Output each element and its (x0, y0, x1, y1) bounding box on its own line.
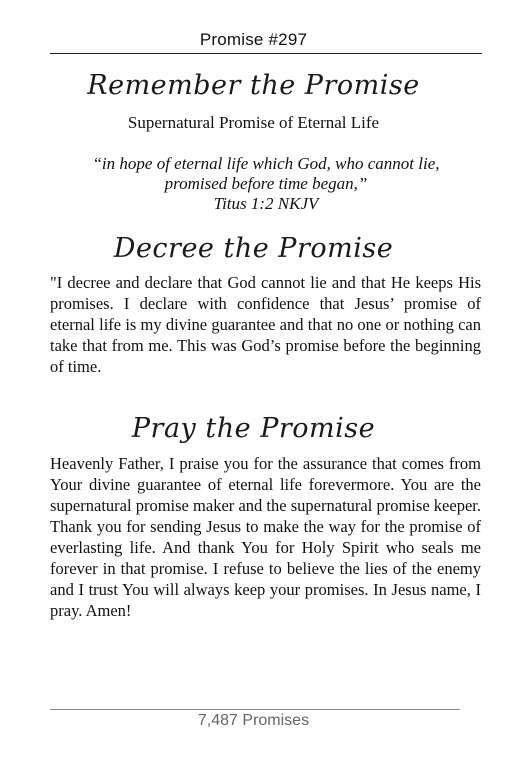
verse-reference: Titus 1:2 NKJV (213, 194, 319, 213)
remember-heading: Remember the Promise (87, 70, 420, 101)
promise-count: 7,487 Promises (197, 712, 310, 729)
decree-heading: Decree the Promise (113, 233, 394, 264)
promise-subtitle: Supernatural Promise of Eternal Life (127, 113, 380, 132)
verse-line-1: “in hope of eternal life which God, who cannot lie, (92, 154, 440, 173)
scripture-verse (50, 154, 482, 214)
prayer-paragraph: Heavenly Father, I praise you for the assurance that comes from Your divine guarantee of eternal life forevermore. You are the supernatural promise maker and the supernatural promise keeper. Thank you for sending Jesus to make the way for the promise of everlasting life. And thank You for Holy Spirit who seals me forever in that promise. I refuse to believe the lies of the enemy and I trust You will always keep your promises. In Jesus name, I pray. Amen! (50, 454, 481, 620)
decree-paragraph: "I decree and declare that God cannot lie and that He keeps His promises. I declare with confidence that Jesus’ promise of eternal life is my divine guarantee and that no one or nothing can take that from me. This was God’s promise before the beginning of time. (50, 273, 481, 376)
header-divider (50, 53, 482, 54)
pray-heading: Pray the Promise (131, 413, 376, 444)
verse-line-2: promised before time began,” (164, 174, 368, 193)
page-title: Promise #297 (199, 30, 308, 49)
footer-divider (50, 709, 460, 710)
